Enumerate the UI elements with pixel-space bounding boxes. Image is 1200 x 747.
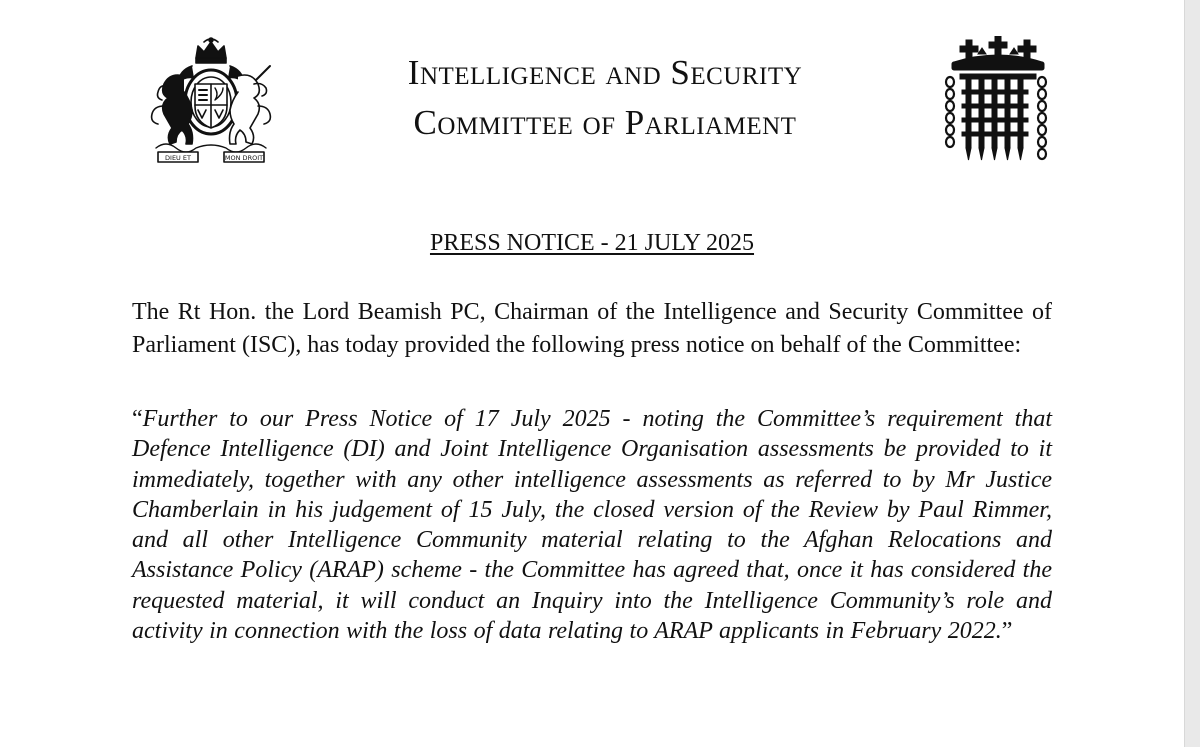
close-quote-mark: ” [1001, 618, 1013, 645]
statement-text: Further to our Press Notice of 17 July 2025 - noting the Committee’s requirement that Defence Intelligence (DI) and Joint Intelligence Organisation assessments be provided to it immediately, together with any other intelligence assessments as referred to by Mr Justice Chamberlain in his judgement of 15 July, the closed version of the Review by Paul Rimmer, and all other Intelligence Community material relating to the Afghan Relocations and Assistance Policy (ARAP) scheme - the Committee has agreed that, once it has considered the requested material, it will conduct an Inquiry into the Intelligence Community’s role and activity in connection with the loss of data relating to ARAP applicants in February 2022. [132, 406, 1052, 645]
intro-paragraph: The Rt Hon. the Lord Beamish PC, Chairman of the Intelligence and Security Committee of Parliament (ISC), has today provided the following press notice on behalf of the Committee: [132, 299, 1052, 358]
royal-coat-of-arms-logo [136, 36, 286, 166]
committee-title-line-2: Committee of Parliament [413, 103, 797, 142]
motto-left-text: DIEU ET [165, 154, 191, 162]
portcullis-logo [938, 36, 1058, 164]
motto-right-text: MON DROIT [224, 154, 264, 162]
committee-title [300, 48, 910, 148]
press-notice-heading [0, 228, 1184, 258]
letterhead [0, 0, 1184, 190]
committee-title-line-1: Intelligence and Security [407, 53, 803, 92]
statement-quote [132, 404, 1052, 646]
press-notice-heading-text: PRESS NOTICE - 21 JULY 2025 [429, 230, 755, 256]
open-quote-mark: “ [132, 406, 143, 432]
